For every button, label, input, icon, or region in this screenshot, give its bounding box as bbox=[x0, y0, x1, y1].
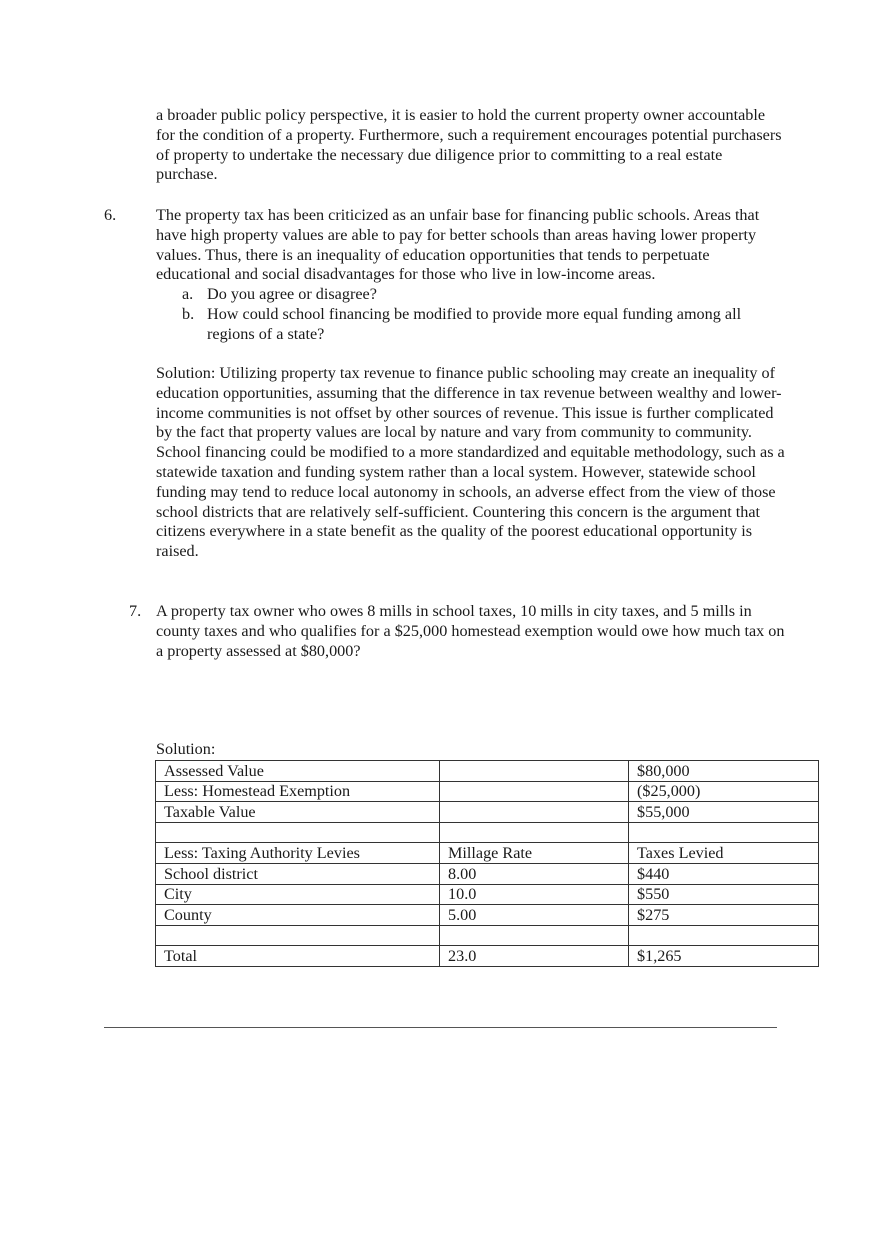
table-cell bbox=[440, 802, 629, 823]
table-cell: $1,265 bbox=[629, 946, 819, 967]
table-cell: Less: Taxing Authority Levies bbox=[156, 843, 440, 864]
table-row bbox=[156, 884, 819, 905]
table-cell bbox=[629, 925, 819, 946]
table-row bbox=[156, 946, 819, 967]
table-cell: 10.0 bbox=[440, 884, 629, 905]
solution-label: Solution: bbox=[156, 740, 216, 758]
table-cell: Total bbox=[156, 946, 440, 967]
table-cell: 23.0 bbox=[440, 946, 629, 967]
table-cell: Less: Homestead Exemption bbox=[156, 781, 440, 802]
question-6-number: 6. bbox=[104, 206, 117, 224]
table-cell: School district bbox=[156, 863, 440, 884]
table-cell: Taxes Levied bbox=[629, 843, 819, 864]
table-cell bbox=[440, 781, 629, 802]
table-cell: 8.00 bbox=[440, 863, 629, 884]
footer-divider bbox=[104, 1027, 777, 1028]
table-cell: City bbox=[156, 884, 440, 905]
table-row bbox=[156, 761, 819, 782]
table-cell bbox=[629, 822, 819, 843]
question-7-number: 7. bbox=[129, 602, 142, 620]
table-row bbox=[156, 822, 819, 843]
table-cell bbox=[156, 822, 440, 843]
question-6-text: The property tax has been criticized as an unfair base for financing public schools. Areas that have high property values are able to pay for better schools than areas having lower property values. Thus, there is an inequality of education opportunities that tends to perpetuate educational and social disadvantages for those who live in low-income areas. bbox=[156, 206, 760, 284]
sub-b-text: How could school financing be modified to provide more equal funding among all regions of a state? bbox=[207, 305, 742, 343]
table-row bbox=[156, 925, 819, 946]
table-row bbox=[156, 863, 819, 884]
table-cell bbox=[440, 822, 629, 843]
table-cell: Taxable Value bbox=[156, 802, 440, 823]
table-row bbox=[156, 802, 819, 823]
table-cell: ($25,000) bbox=[629, 781, 819, 802]
sub-a-letter: a. bbox=[182, 285, 194, 303]
table-cell: County bbox=[156, 905, 440, 926]
tax-computation-table bbox=[155, 760, 819, 967]
question-7-text: A property tax owner who owes 8 mills in school taxes, 10 mills in city taxes, and 5 mills in county taxes and who qualifies for a $25,000 homestead exemption would owe how much tax on a property assessed at $80,000? bbox=[156, 602, 785, 660]
table-row bbox=[156, 843, 819, 864]
table-cell bbox=[440, 761, 629, 782]
table-cell bbox=[156, 925, 440, 946]
table-cell: $275 bbox=[629, 905, 819, 926]
table-row bbox=[156, 905, 819, 926]
sub-b-letter: b. bbox=[182, 305, 195, 323]
intro-paragraph: a broader public policy perspective, it is easier to hold the current property owner accountable for the condition of a property. Furthermore, such a requirement encourages potential purchasers of property to undertake the necessary due diligence prior to committing to a real estate purchase. bbox=[156, 106, 782, 184]
table-cell: 5.00 bbox=[440, 905, 629, 926]
table-cell: Millage Rate bbox=[440, 843, 629, 864]
table-cell: $550 bbox=[629, 884, 819, 905]
table-cell: $80,000 bbox=[629, 761, 819, 782]
table-cell: Assessed Value bbox=[156, 761, 440, 782]
question-6-solution: Solution: Utilizing property tax revenue to finance public schooling may create an inequality of education opportunities, assuming that the difference in tax revenue between wealthy and lower-income communities is not offset by other sources of revenue. This issue is further complicated by the fact that property values are local by nature and vary from community to community. School financing could be modified to a more standardized and equitable methodology, such as a statewide taxation and funding system rather than a local system. However, statewide school funding may tend to reduce local autonomy in schools, an adverse effect from the view of those school districts that are relatively self-sufficient. Countering this concern is the argument that citizens everywhere in a state benefit as the quality of the poorest educational opportunity is raised. bbox=[156, 364, 785, 561]
sub-a-text: Do you agree or disagree? bbox=[207, 285, 377, 303]
table-cell: $440 bbox=[629, 863, 819, 884]
table-cell bbox=[440, 925, 629, 946]
table-row bbox=[156, 781, 819, 802]
table-cell: $55,000 bbox=[629, 802, 819, 823]
